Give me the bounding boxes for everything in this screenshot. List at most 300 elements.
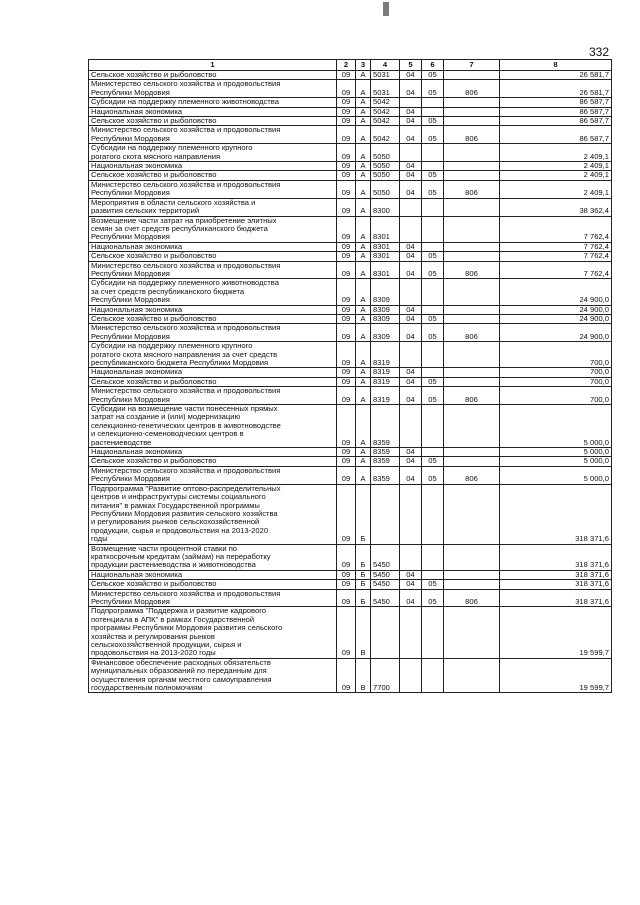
row-name: Национальная экономика <box>89 162 337 171</box>
row-col-3: А <box>356 80 371 98</box>
row-col-7: 806 <box>444 589 500 607</box>
row-amount: 2 409,1 <box>500 171 612 180</box>
row-col-4: 5450 <box>371 589 400 607</box>
row-col-7 <box>444 607 500 658</box>
row-name: Министерство сельского хозяйства и продовольствия Республики Мордовия <box>89 466 337 484</box>
row-col-6: 05 <box>422 466 444 484</box>
row-amount: 2 409,1 <box>500 162 612 171</box>
table-row <box>89 342 612 368</box>
row-col-4: 5450 <box>371 544 400 570</box>
row-col-2: 09 <box>337 305 356 314</box>
row-col-6 <box>422 570 444 579</box>
row-col-5 <box>400 279 422 305</box>
header-cell: 1 <box>89 60 337 71</box>
row-col-2: 09 <box>337 279 356 305</box>
row-col-6 <box>422 368 444 377</box>
row-amount: 24 900,0 <box>500 305 612 314</box>
row-col-7 <box>444 279 500 305</box>
row-name: Субсидии на поддержку племенного крупного рогатого скота мясного направления <box>89 144 337 162</box>
row-col-7 <box>444 544 500 570</box>
row-amount: 7 762,4 <box>500 261 612 279</box>
row-col-2: 09 <box>337 405 356 448</box>
row-amount: 2 409,1 <box>500 180 612 198</box>
row-col-3: А <box>356 171 371 180</box>
row-col-2: 09 <box>337 658 356 693</box>
row-name: Сельское хозяйство и рыболовство <box>89 377 337 386</box>
row-col-5: 04 <box>400 589 422 607</box>
row-col-6 <box>422 405 444 448</box>
header-cell: 2 <box>337 60 356 71</box>
row-amount: 2 409,1 <box>500 144 612 162</box>
row-col-3: А <box>356 466 371 484</box>
row-amount: 86 587,7 <box>500 98 612 107</box>
row-col-2: 09 <box>337 71 356 80</box>
row-col-3: А <box>356 71 371 80</box>
row-col-6: 05 <box>422 252 444 261</box>
row-col-3: А <box>356 448 371 457</box>
row-col-7: 806 <box>444 324 500 342</box>
row-col-5: 04 <box>400 570 422 579</box>
row-col-3: В <box>356 607 371 658</box>
row-col-5: 04 <box>400 252 422 261</box>
row-col-3: А <box>356 117 371 126</box>
row-col-3: А <box>356 162 371 171</box>
row-col-5: 04 <box>400 457 422 466</box>
row-col-7: 806 <box>444 80 500 98</box>
row-col-6 <box>422 448 444 457</box>
row-col-4: 5050 <box>371 162 400 171</box>
row-col-4: 5450 <box>371 580 400 589</box>
table-row <box>89 216 612 242</box>
row-col-7 <box>444 242 500 251</box>
row-col-2: 09 <box>337 126 356 144</box>
row-col-2: 09 <box>337 342 356 368</box>
row-amount: 318 371,6 <box>500 589 612 607</box>
table-row <box>89 80 612 98</box>
row-col-5: 04 <box>400 305 422 314</box>
row-amount: 19 599,7 <box>500 658 612 693</box>
row-col-3: А <box>356 405 371 448</box>
row-name: Возмещение части процентной ставки по краткосрочным кредитам (займам) на переработку продукции растениеводства и животноводства <box>89 544 337 570</box>
row-col-2: 09 <box>337 457 356 466</box>
row-col-7 <box>444 252 500 261</box>
row-col-6: 05 <box>422 180 444 198</box>
row-amount: 318 371,6 <box>500 570 612 579</box>
row-col-6: 05 <box>422 261 444 279</box>
page-number: 332 <box>589 45 610 59</box>
table-row <box>89 448 612 457</box>
row-col-7: 806 <box>444 387 500 405</box>
row-col-4: 8319 <box>371 342 400 368</box>
row-col-5 <box>400 484 422 544</box>
row-col-5 <box>400 342 422 368</box>
row-col-7 <box>444 570 500 579</box>
row-col-3: А <box>356 368 371 377</box>
table-row <box>89 377 612 386</box>
row-col-4: 8319 <box>371 377 400 386</box>
row-col-4: 5042 <box>371 98 400 107</box>
row-name: Национальная экономика <box>89 305 337 314</box>
table-row <box>89 71 612 80</box>
row-col-4: 8309 <box>371 279 400 305</box>
row-amount: 7 762,4 <box>500 216 612 242</box>
row-amount: 700,0 <box>500 377 612 386</box>
header-cell: 7 <box>444 60 500 71</box>
header-cell: 3 <box>356 60 371 71</box>
row-col-2: 09 <box>337 107 356 116</box>
row-amount: 26 581,7 <box>500 80 612 98</box>
row-col-4: 7700 <box>371 658 400 693</box>
row-col-5: 04 <box>400 242 422 251</box>
row-col-7 <box>444 117 500 126</box>
row-col-3: А <box>356 107 371 116</box>
row-col-4: 5050 <box>371 180 400 198</box>
row-col-7 <box>444 377 500 386</box>
row-col-3: А <box>356 377 371 386</box>
table-row <box>89 242 612 251</box>
row-col-7 <box>444 107 500 116</box>
row-col-7 <box>444 314 500 323</box>
row-col-6: 05 <box>422 457 444 466</box>
row-col-5: 04 <box>400 162 422 171</box>
row-name: Возмещение части затрат на приобретение элитных семян за счет средств республиканского бюджета Республики Мордовия <box>89 216 337 242</box>
row-amount: 24 900,0 <box>500 314 612 323</box>
row-name: Подпрограмма "Развитие оптово-распределительных центров и инфраструктуры системы социального питания" в рамках Государственной программы Республики Мордовия развития сельского хозяйства и регулирования рынков сельскохозяйственной продукции, сырья и продовольствия на 2013-2020 годы <box>89 484 337 544</box>
row-amount: 24 900,0 <box>500 324 612 342</box>
row-col-2: 09 <box>337 80 356 98</box>
row-col-6 <box>422 98 444 107</box>
row-amount: 5 000,0 <box>500 457 612 466</box>
row-col-5 <box>400 607 422 658</box>
row-col-7 <box>444 216 500 242</box>
row-col-3: А <box>356 457 371 466</box>
row-col-3: А <box>356 314 371 323</box>
row-col-7 <box>444 342 500 368</box>
row-col-6 <box>422 216 444 242</box>
row-col-4: 5031 <box>371 71 400 80</box>
row-col-4: 5050 <box>371 171 400 180</box>
row-col-2: 09 <box>337 448 356 457</box>
table-row <box>89 162 612 171</box>
table-row <box>89 544 612 570</box>
row-name: Национальная экономика <box>89 242 337 251</box>
row-amount: 7 762,4 <box>500 252 612 261</box>
row-col-6: 05 <box>422 377 444 386</box>
row-col-4: 8301 <box>371 261 400 279</box>
row-col-4: 5031 <box>371 80 400 98</box>
row-col-2: 09 <box>337 242 356 251</box>
row-col-2: 09 <box>337 117 356 126</box>
row-col-4: 8301 <box>371 242 400 251</box>
table-row <box>89 658 612 693</box>
row-amount: 26 581,7 <box>500 71 612 80</box>
row-col-6 <box>422 544 444 570</box>
row-name: Национальная экономика <box>89 570 337 579</box>
row-name: Министерство сельского хозяйства и продовольствия Республики Мордовия <box>89 80 337 98</box>
row-col-6: 05 <box>422 171 444 180</box>
table-row <box>89 324 612 342</box>
table-row <box>89 198 612 216</box>
row-col-6: 05 <box>422 387 444 405</box>
row-col-4: 5042 <box>371 117 400 126</box>
row-col-7: 806 <box>444 466 500 484</box>
row-col-2: 09 <box>337 171 356 180</box>
table-row <box>89 98 612 107</box>
row-col-4: 8300 <box>371 198 400 216</box>
row-col-2: 09 <box>337 162 356 171</box>
row-col-6: 05 <box>422 80 444 98</box>
header-cell: 8 <box>500 60 612 71</box>
row-name: Министерство сельского хозяйства и продовольствия Республики Мордовия <box>89 180 337 198</box>
row-col-5: 04 <box>400 107 422 116</box>
row-col-3: А <box>356 180 371 198</box>
row-amount: 318 371,6 <box>500 484 612 544</box>
row-col-5: 04 <box>400 324 422 342</box>
row-col-6: 05 <box>422 71 444 80</box>
row-col-2: 09 <box>337 607 356 658</box>
row-amount: 7 762,4 <box>500 242 612 251</box>
row-col-3: А <box>356 242 371 251</box>
row-name: Министерство сельского хозяйства и продовольствия Республики Мордовия <box>89 324 337 342</box>
row-col-5: 04 <box>400 368 422 377</box>
row-col-5: 04 <box>400 448 422 457</box>
row-name: Министерство сельского хозяйства и продовольствия Республики Мордовия <box>89 126 337 144</box>
row-col-4 <box>371 484 400 544</box>
row-col-6: 05 <box>422 117 444 126</box>
row-col-5 <box>400 544 422 570</box>
row-col-4: 5042 <box>371 126 400 144</box>
row-col-3: Б <box>356 484 371 544</box>
table-row <box>89 589 612 607</box>
row-col-4: 8319 <box>371 387 400 405</box>
row-col-4: 8359 <box>371 448 400 457</box>
table-row <box>89 180 612 198</box>
row-name: Сельское хозяйство и рыболовство <box>89 252 337 261</box>
row-col-5: 04 <box>400 71 422 80</box>
row-name: Национальная экономика <box>89 448 337 457</box>
row-col-7 <box>444 448 500 457</box>
row-col-5: 04 <box>400 117 422 126</box>
row-col-5: 04 <box>400 387 422 405</box>
header-cell: 4 <box>371 60 400 71</box>
row-col-5: 04 <box>400 377 422 386</box>
row-col-4: 5042 <box>371 107 400 116</box>
row-col-6 <box>422 144 444 162</box>
table-row <box>89 171 612 180</box>
row-col-2: 09 <box>337 580 356 589</box>
row-col-3: А <box>356 198 371 216</box>
row-col-7 <box>444 162 500 171</box>
row-name: Подпрограмма "Поддержка и развитие кадрового потенциала в АПК" в рамках Государственной программы Республики Мордовия развития сельского хозяйства и регулирования рынков сельскохозяйственной продукции, сырья и продовольствия на 2013-2020 годы <box>89 607 337 658</box>
row-col-5 <box>400 98 422 107</box>
table-row <box>89 144 612 162</box>
row-col-3: А <box>356 126 371 144</box>
row-col-3: В <box>356 658 371 693</box>
row-col-2: 09 <box>337 98 356 107</box>
row-col-5 <box>400 405 422 448</box>
row-name: Сельское хозяйство и рыболовство <box>89 314 337 323</box>
row-col-6 <box>422 279 444 305</box>
row-col-2: 09 <box>337 324 356 342</box>
row-name: Субсидии на поддержку племенного животноводства <box>89 98 337 107</box>
table-row <box>89 117 612 126</box>
row-col-3: Б <box>356 570 371 579</box>
header-cell: 5 <box>400 60 422 71</box>
row-amount: 19 599,7 <box>500 607 612 658</box>
row-amount: 38 362,4 <box>500 198 612 216</box>
row-col-5 <box>400 144 422 162</box>
row-col-7 <box>444 98 500 107</box>
table-row <box>89 261 612 279</box>
row-amount: 86 587,7 <box>500 126 612 144</box>
row-col-7 <box>444 658 500 693</box>
row-col-3: А <box>356 305 371 314</box>
row-amount: 5 000,0 <box>500 448 612 457</box>
row-col-7 <box>444 484 500 544</box>
row-col-3: Б <box>356 544 371 570</box>
row-col-2: 09 <box>337 180 356 198</box>
row-col-5: 04 <box>400 180 422 198</box>
row-col-2: 09 <box>337 261 356 279</box>
row-amount: 5 000,0 <box>500 405 612 448</box>
row-col-4: 8301 <box>371 216 400 242</box>
budget-table <box>88 59 612 693</box>
row-name: Субсидии на возмещение части понесенных прямых затрат на создание и (или) модернизацию селекционно-генетических центров в животноводстве и селекционно-семеноводческих центров в растениеводстве <box>89 405 337 448</box>
row-col-4: 5050 <box>371 144 400 162</box>
row-col-6 <box>422 198 444 216</box>
row-name: Министерство сельского хозяйства и продовольствия Республики Мордовия <box>89 589 337 607</box>
row-amount: 24 900,0 <box>500 279 612 305</box>
row-amount: 700,0 <box>500 387 612 405</box>
table-row <box>89 387 612 405</box>
row-col-2: 09 <box>337 387 356 405</box>
row-col-7: 806 <box>444 180 500 198</box>
row-col-3: А <box>356 279 371 305</box>
row-amount: 5 000,0 <box>500 466 612 484</box>
row-col-4: 8359 <box>371 457 400 466</box>
row-col-4 <box>371 607 400 658</box>
row-amount: 318 371,6 <box>500 544 612 570</box>
row-name: Субсидии на поддержку племенного животноводства за счет средств республиканского бюджета Республики Мордовия <box>89 279 337 305</box>
row-col-2: 09 <box>337 544 356 570</box>
row-col-3: Б <box>356 589 371 607</box>
table-row <box>89 107 612 116</box>
row-name: Министерство сельского хозяйства и продовольствия Республики Мордовия <box>89 261 337 279</box>
row-col-6: 05 <box>422 589 444 607</box>
row-col-4: 8309 <box>371 314 400 323</box>
row-col-7 <box>444 198 500 216</box>
table-row <box>89 368 612 377</box>
row-col-3: А <box>356 342 371 368</box>
table-row <box>89 580 612 589</box>
row-col-3: А <box>356 252 371 261</box>
row-col-2: 09 <box>337 484 356 544</box>
row-col-5: 04 <box>400 580 422 589</box>
row-amount: 318 371,6 <box>500 580 612 589</box>
table-row <box>89 457 612 466</box>
row-col-5 <box>400 216 422 242</box>
row-col-4: 8309 <box>371 305 400 314</box>
row-col-7 <box>444 144 500 162</box>
row-col-2: 09 <box>337 314 356 323</box>
row-col-6: 05 <box>422 314 444 323</box>
row-col-6 <box>422 342 444 368</box>
row-col-5: 04 <box>400 171 422 180</box>
row-col-2: 09 <box>337 144 356 162</box>
row-col-5: 04 <box>400 314 422 323</box>
table-row <box>89 405 612 448</box>
row-col-2: 09 <box>337 252 356 261</box>
row-col-6 <box>422 242 444 251</box>
row-col-2: 09 <box>337 368 356 377</box>
row-col-3: А <box>356 144 371 162</box>
row-col-3: А <box>356 261 371 279</box>
table-row <box>89 466 612 484</box>
row-col-2: 09 <box>337 589 356 607</box>
row-amount: 86 587,7 <box>500 117 612 126</box>
row-name: Сельское хозяйство и рыболовство <box>89 580 337 589</box>
row-col-4: 8309 <box>371 324 400 342</box>
row-name: Сельское хозяйство и рыболовство <box>89 117 337 126</box>
row-name: Субсидии на поддержку племенного крупного рогатого скота мясного направления за счет средств республиканского бюджета Республики Мордовия <box>89 342 337 368</box>
row-col-2: 09 <box>337 466 356 484</box>
row-col-6 <box>422 607 444 658</box>
row-col-5 <box>400 658 422 693</box>
row-col-6: 05 <box>422 580 444 589</box>
table-row <box>89 570 612 579</box>
row-col-7 <box>444 171 500 180</box>
row-name: Мероприятия в области сельского хозяйства и развития сельских территорий <box>89 198 337 216</box>
row-col-3: А <box>356 98 371 107</box>
row-col-6 <box>422 658 444 693</box>
row-col-4: 8359 <box>371 466 400 484</box>
row-col-7: 806 <box>444 261 500 279</box>
row-name: Сельское хозяйство и рыболовство <box>89 71 337 80</box>
row-col-4: 8301 <box>371 252 400 261</box>
row-col-5: 04 <box>400 261 422 279</box>
row-col-2: 09 <box>337 198 356 216</box>
row-col-3: А <box>356 216 371 242</box>
row-amount: 700,0 <box>500 342 612 368</box>
row-amount: 86 587,7 <box>500 107 612 116</box>
row-col-5: 04 <box>400 466 422 484</box>
row-col-4: 8359 <box>371 405 400 448</box>
row-amount: 700,0 <box>500 368 612 377</box>
row-col-4: 8319 <box>371 368 400 377</box>
row-col-3: Б <box>356 580 371 589</box>
row-col-6 <box>422 484 444 544</box>
table-row <box>89 305 612 314</box>
table-row <box>89 314 612 323</box>
row-col-5: 04 <box>400 126 422 144</box>
row-col-7: 806 <box>444 126 500 144</box>
row-col-3: А <box>356 324 371 342</box>
header-row <box>89 60 612 71</box>
row-col-6 <box>422 162 444 171</box>
row-col-6 <box>422 305 444 314</box>
table-row <box>89 252 612 261</box>
row-col-5 <box>400 198 422 216</box>
row-name: Сельское хозяйство и рыболовство <box>89 171 337 180</box>
row-name: Национальная экономика <box>89 107 337 116</box>
row-col-7 <box>444 305 500 314</box>
row-col-3: А <box>356 387 371 405</box>
row-col-7 <box>444 405 500 448</box>
row-col-7 <box>444 580 500 589</box>
scan-artifact <box>383 2 389 16</box>
table-row <box>89 607 612 658</box>
row-name: Сельское хозяйство и рыболовство <box>89 457 337 466</box>
